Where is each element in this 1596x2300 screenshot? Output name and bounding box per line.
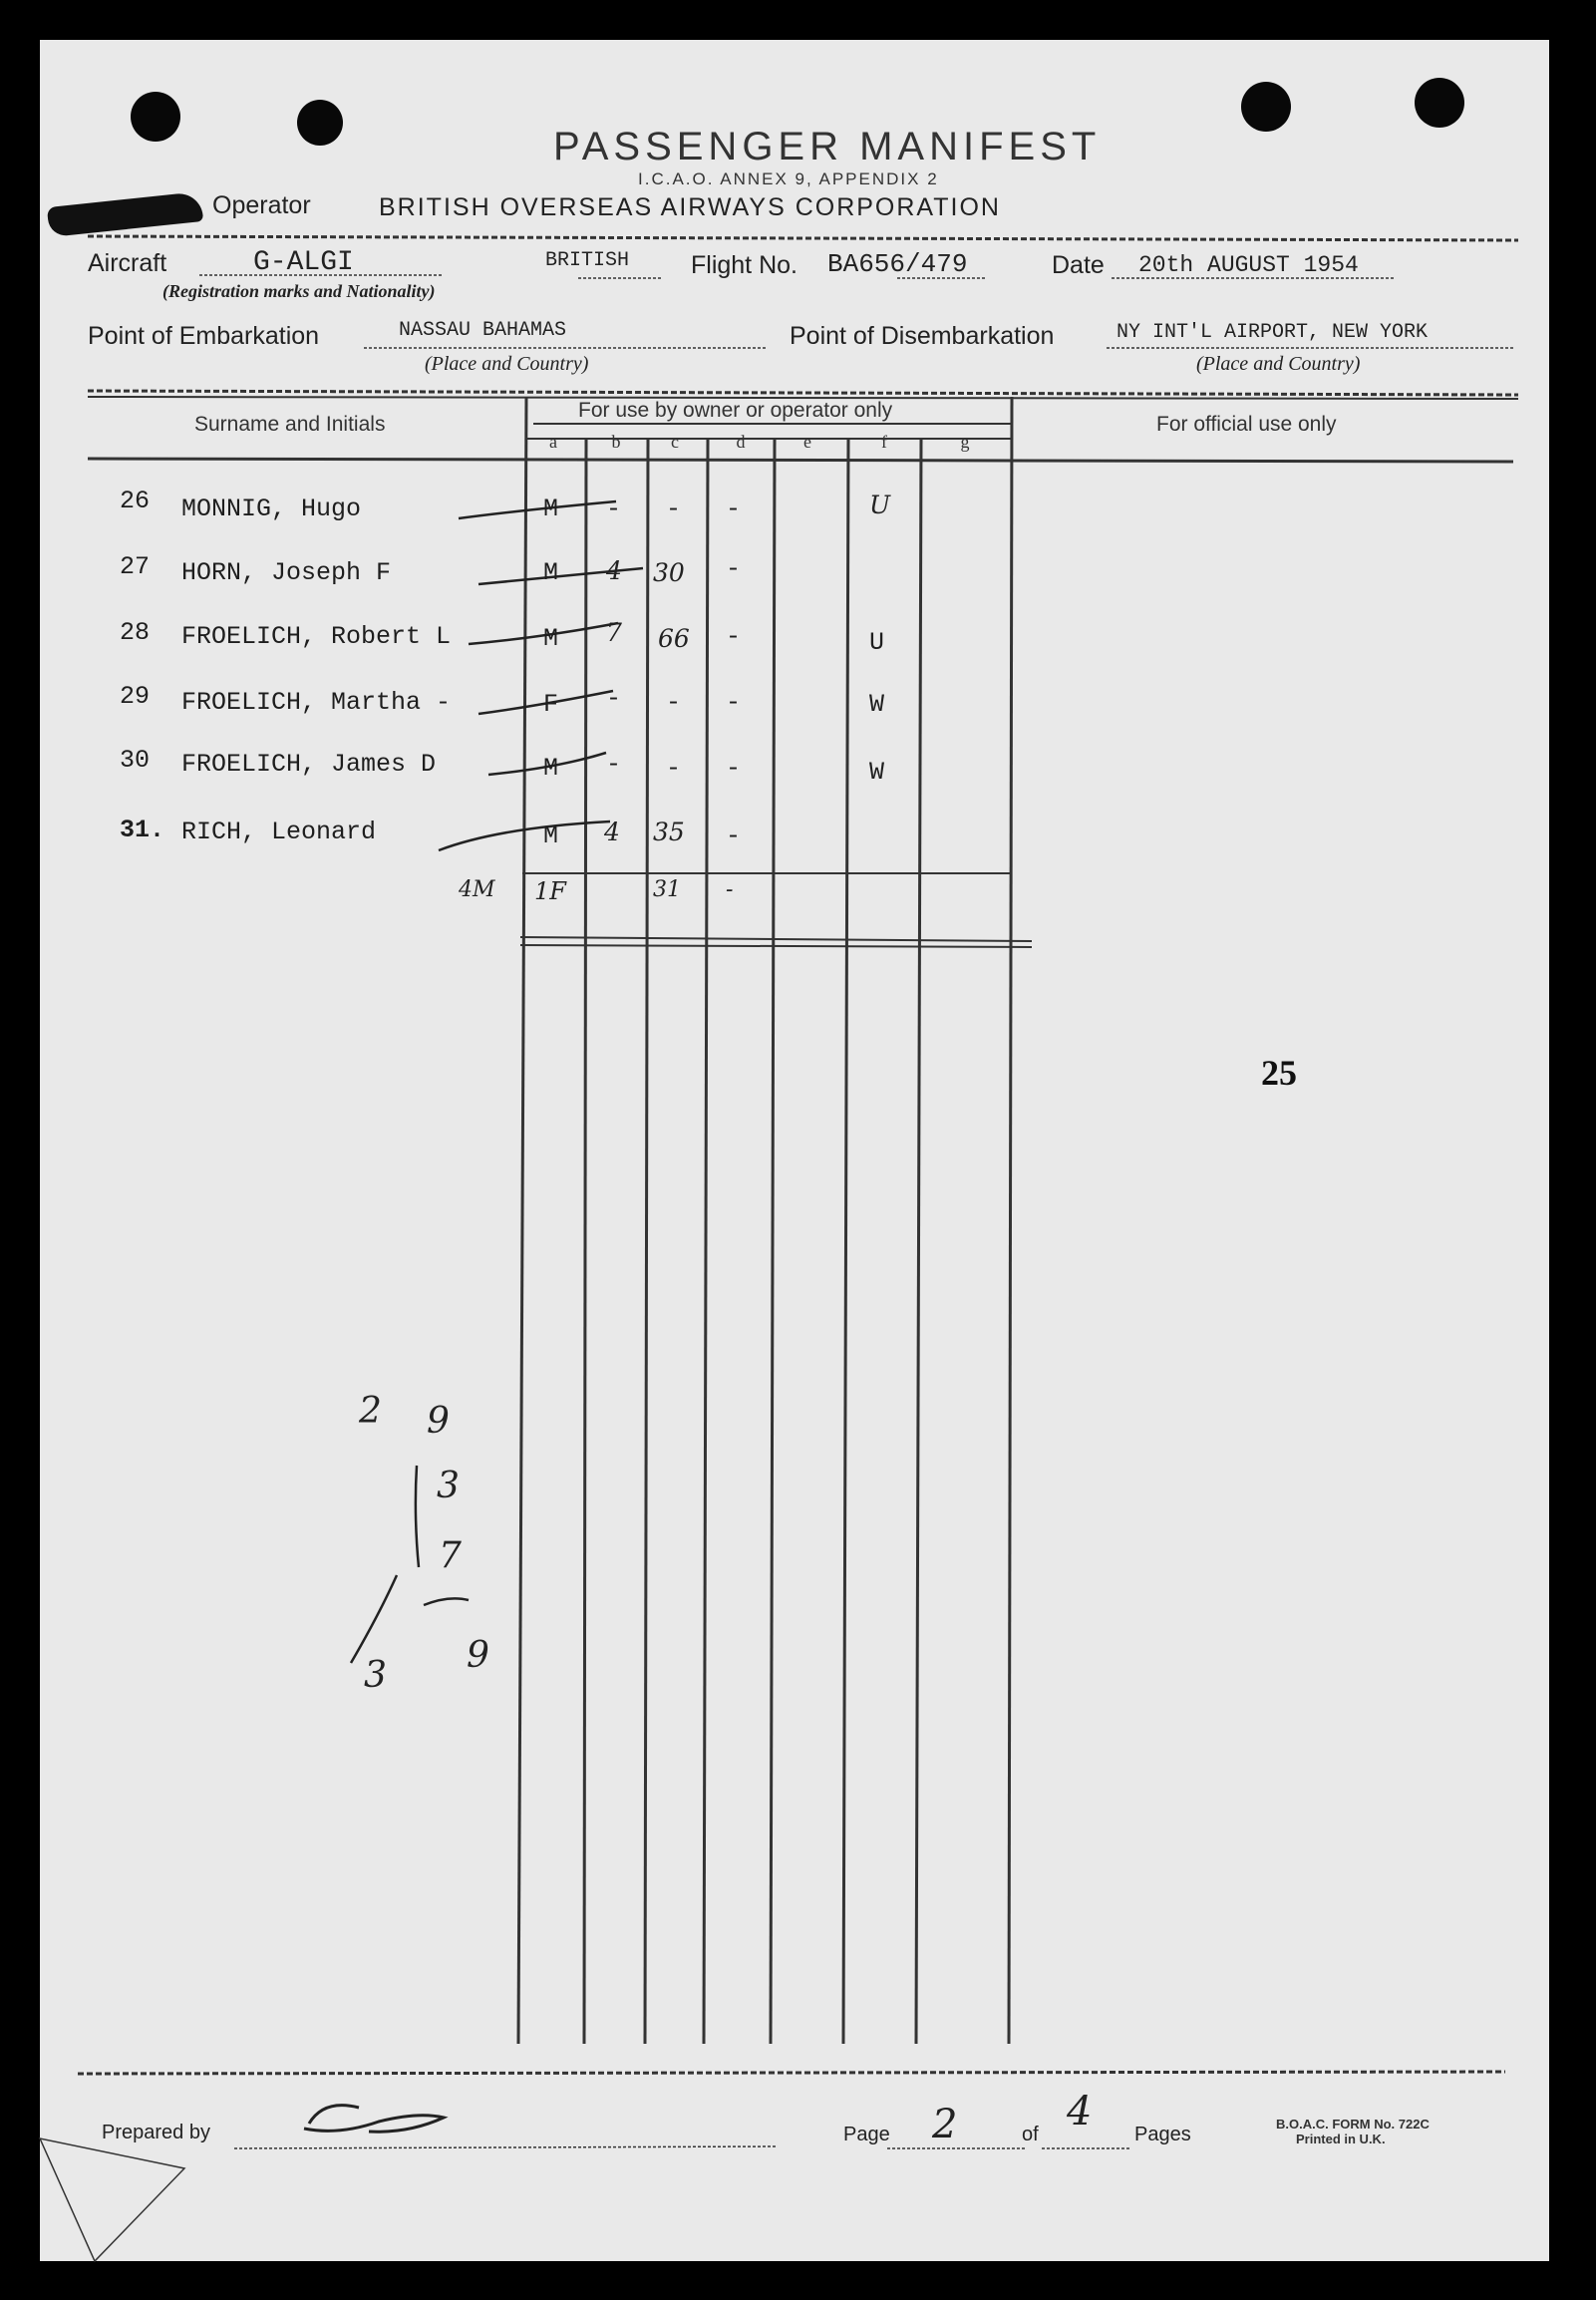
aircraft-registration: G-ALGI: [253, 247, 354, 278]
cell-b: -: [606, 750, 622, 779]
form-subtitle: I.C.A.O. ANNEX 9, APPENDIX 2: [638, 169, 939, 188]
cell-b: 7: [606, 618, 622, 647]
cell-a: M: [543, 624, 559, 653]
aircraft-caption: (Registration marks and Nationality): [162, 281, 436, 301]
cell-c: 66: [658, 624, 690, 653]
totals-d: -: [726, 877, 734, 902]
cell-d: -: [726, 554, 742, 583]
column-b: b: [611, 432, 621, 452]
disembarkation-caption: (Place and Country): [1196, 353, 1361, 375]
date-value: 20th AUGUST 1954: [1138, 252, 1359, 278]
prepared-by-signature: [299, 2094, 449, 2143]
cell-c: -: [666, 494, 682, 523]
totals-a: 1F: [534, 877, 566, 905]
passenger-name: HORN, Joseph F: [181, 558, 392, 587]
embarkation-caption: (Place and Country): [425, 353, 589, 375]
row-number: 26: [120, 487, 151, 515]
totals-c: 31: [653, 877, 681, 902]
cell-c: 30: [653, 558, 685, 587]
cell-d: -: [726, 622, 742, 651]
passenger-name: FROELICH, James D: [181, 750, 437, 779]
date-label: Date: [1052, 251, 1105, 279]
disembarkation-value: NY INT'L AIRPORT, NEW YORK: [1117, 321, 1429, 344]
tally-number: 3: [437, 1466, 460, 1506]
cell-c: -: [666, 688, 682, 717]
column-c: c: [671, 432, 679, 452]
cell-c: -: [666, 754, 682, 783]
row-number: 27: [120, 552, 151, 581]
official-use-header: For official use only: [1156, 413, 1337, 436]
form-number: B.O.A.C. FORM No. 722C: [1276, 2117, 1430, 2132]
flight-number: BA656/479: [827, 249, 968, 279]
aircraft-nationality: BRITISH: [545, 249, 630, 272]
row-number: 30: [120, 746, 151, 775]
flight-label: Flight No.: [691, 251, 798, 279]
prepared-by-label: Prepared by: [102, 2122, 210, 2143]
form-title: PASSENGER MANIFEST: [553, 125, 1102, 168]
cell-f: U: [869, 491, 891, 519]
cell-d: -: [726, 821, 742, 850]
cell-c: 35: [653, 818, 685, 846]
of-label: of: [1022, 2124, 1039, 2145]
operator-use-header: For use by owner or operator only: [578, 399, 893, 422]
cell-b: 4: [606, 556, 622, 585]
passenger-name: FROELICH, Robert L: [181, 622, 452, 651]
cell-f: W: [869, 690, 885, 719]
pages-label: Pages: [1134, 2124, 1191, 2145]
column-d: d: [736, 432, 746, 452]
embarkation-label: Point of Embarkation: [88, 322, 320, 350]
passenger-name: RICH, Leonard: [181, 818, 377, 846]
printed-in: Printed in U.K.: [1296, 2132, 1386, 2146]
tally-number: 2: [359, 1391, 382, 1432]
total-pages: 4: [1067, 2089, 1093, 2135]
column-g: g: [960, 432, 970, 452]
aircraft-label: Aircraft: [88, 249, 167, 277]
cell-a: M: [543, 754, 559, 783]
official-page-stamp: 25: [1261, 1053, 1297, 1093]
page-number: 2: [932, 2102, 958, 2147]
passenger-name: FROELICH, Martha -: [181, 688, 452, 717]
embarkation-value: NASSAU BAHAMAS: [399, 319, 567, 342]
tally-number: 7: [439, 1535, 462, 1576]
cell-d: -: [726, 688, 742, 717]
page-corner-fold: [40, 2138, 184, 2261]
cell-d: -: [726, 754, 742, 783]
column-e: e: [803, 432, 811, 452]
row-number: 28: [120, 618, 151, 647]
column-f: f: [881, 432, 887, 452]
operator-label: Operator: [212, 191, 311, 219]
cell-b: 4: [604, 818, 620, 846]
tally-number: 9: [427, 1401, 450, 1442]
cell-a: F: [543, 690, 559, 719]
column-a: a: [549, 432, 557, 452]
cell-f: U: [869, 628, 885, 657]
row-number: 29: [120, 682, 151, 711]
tally-number: 9: [467, 1635, 489, 1676]
cell-a: M: [543, 821, 559, 850]
cell-a: M: [543, 558, 559, 587]
disembarkation-label: Point of Disembarkation: [790, 322, 1055, 350]
cell-a: M: [543, 494, 559, 523]
totals-prefix: 4M: [459, 877, 495, 902]
passenger-name: MONNIG, Hugo: [181, 494, 362, 523]
tally-number: 3: [364, 1655, 387, 1696]
operator-value: BRITISH OVERSEAS AIRWAYS CORPORATION: [379, 193, 1001, 221]
cell-b: -: [606, 684, 622, 713]
cell-d: -: [726, 494, 742, 523]
cell-f: W: [869, 758, 885, 787]
row-number: 31.: [120, 816, 165, 844]
page-label: Page: [843, 2124, 890, 2145]
cell-b: -: [606, 494, 622, 523]
name-column-header: Surname and Initials: [194, 413, 386, 436]
